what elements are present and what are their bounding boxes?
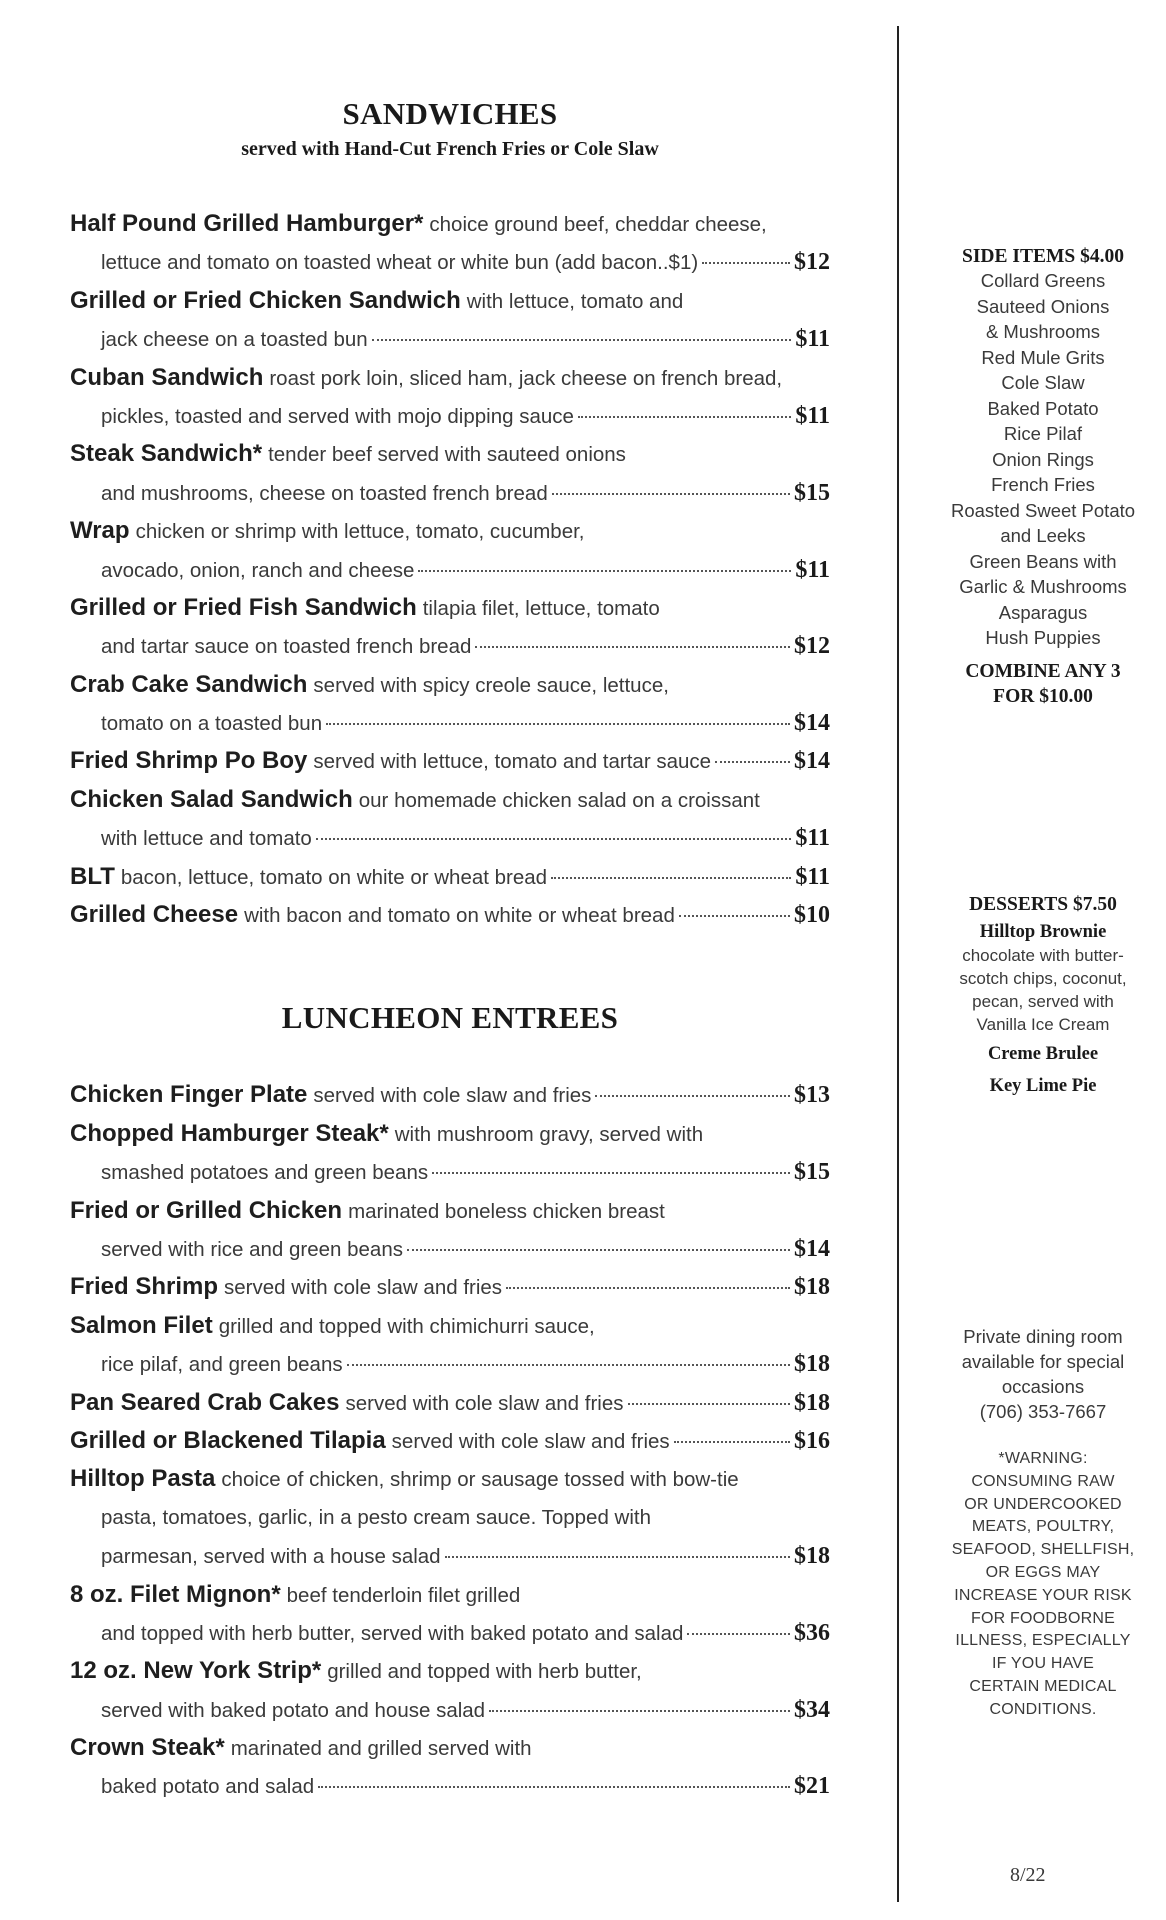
dot-leader	[578, 416, 791, 418]
menu-item-line	[70, 1499, 830, 1537]
combine-line-2: FOR $10.00	[993, 685, 1093, 707]
menu-item-line	[70, 1230, 830, 1268]
menu-item-line	[70, 512, 830, 550]
dessert-brownie-desc-line: scotch chips, coconut,	[959, 969, 1127, 988]
menu-item-description: bacon, lettuce, tomato on white or wheat bread	[120, 865, 548, 889]
menu-item-description: grilled and topped with herb butter,	[327, 1660, 642, 1684]
menu-item	[70, 858, 830, 896]
side-item: French Fries	[991, 474, 1095, 495]
menu-item-name: Half Pound Grilled Hamburger*	[70, 210, 424, 237]
dot-leader	[595, 1095, 790, 1097]
menu-item-line	[70, 1576, 830, 1614]
menu-item-description: served with spicy creole sauce, lettuce,	[313, 673, 669, 697]
menu-item-description: served with cole slaw and fries	[313, 1084, 592, 1108]
menu-item-line	[70, 742, 830, 780]
menu-item	[70, 1192, 830, 1269]
menu-item-name: Fried Shrimp Po Boy	[70, 747, 308, 775]
menu-item	[70, 282, 830, 359]
menu-item-description: pasta, tomatoes, garlic, in a pesto cream sauce. Topped with	[101, 1505, 652, 1529]
menu-item-line	[70, 1422, 830, 1460]
menu-item-description: tender beef served with sauteed onions	[268, 443, 626, 467]
menu-item-name: Grilled or Fried Fish Sandwich	[70, 593, 417, 621]
dot-leader	[326, 723, 790, 725]
menu-item-name: 8 oz. Filet Mignon*	[70, 1580, 281, 1608]
menu-item-line	[70, 320, 830, 358]
menu-item-line	[70, 896, 830, 934]
menu-item-name: Cuban Sandwich	[70, 363, 264, 391]
entrees-section	[70, 1000, 830, 1805]
dot-leader	[418, 570, 791, 572]
dot-leader	[687, 1633, 790, 1635]
dot-leader	[552, 493, 790, 495]
dessert-brownie: Hilltop Brownie	[979, 922, 1107, 942]
side-item: Hush Puppies	[985, 627, 1101, 648]
menu-item	[70, 589, 830, 666]
menu-item-line	[70, 551, 830, 589]
menu-item	[70, 1576, 830, 1653]
main-menu-column	[70, 96, 830, 1806]
side-item: Roasted Sweet Potato	[950, 499, 1136, 521]
menu-item-line	[70, 819, 830, 857]
menu-item-line	[70, 666, 830, 704]
side-item: Green Beans with	[969, 550, 1117, 572]
menu-item-price: $10	[794, 902, 830, 929]
menu-item-line	[70, 1384, 830, 1422]
warning-line: INCREASE YOUR RISK	[954, 1586, 1132, 1604]
menu-item-name: Crown Steak*	[70, 1734, 225, 1762]
menu-item-price: $34	[794, 1696, 830, 1723]
dot-leader	[316, 838, 791, 840]
menu-item-price: $11	[795, 863, 830, 890]
warning-line: FOR FOODBORNE	[971, 1609, 1115, 1627]
side-item: Red Mule Grits	[981, 346, 1105, 368]
menu-item-price: $12	[794, 249, 830, 276]
menu-item	[70, 1076, 830, 1114]
menu-item-price: $15	[794, 479, 830, 506]
menu-item-description: tomato on a toasted bun	[101, 712, 323, 736]
menu-item-description: choice ground beef, cheddar cheese,	[429, 213, 767, 236]
menu-item-description: marinated boneless chicken breast	[348, 1199, 665, 1223]
menu-item-line	[70, 359, 830, 397]
menu-item-description: served with cole slaw and fries	[224, 1276, 503, 1300]
menu-item-price: $18	[794, 1351, 830, 1378]
dessert-brownie-desc-line: chocolate with butter-	[962, 946, 1124, 965]
menu-item	[70, 359, 830, 436]
menu-item-description: beef tenderloin filet grilled	[286, 1583, 521, 1607]
menu-item-name: Wrap	[70, 517, 130, 545]
dessert-brownie-desc-line: Vanilla Ice Cream	[976, 1015, 1110, 1034]
private-dining-line: Private dining room	[963, 1326, 1123, 1347]
menu-item-line	[70, 1614, 830, 1652]
side-item: Garlic & Mushrooms	[959, 576, 1127, 597]
consumer-warning	[920, 1448, 1166, 1722]
menu-item-description: lettuce and tomato on toasted wheat or white bun (add bacon..$1)	[101, 251, 699, 275]
warning-line: MEATS, POULTRY,	[971, 1518, 1115, 1536]
menu-item-line	[70, 282, 830, 320]
menu-item	[70, 896, 830, 934]
menu-item-price: $11	[795, 825, 830, 852]
side-items-block	[920, 246, 1166, 709]
menu-item-name: Fried Shrimp	[70, 1273, 219, 1301]
menu-item-description: served with lettuce, tomato and tartar sauce	[313, 750, 712, 774]
side-item: Cole Slaw	[1001, 372, 1085, 393]
menu-item-description: with bacon and tomato on white or wheat bread	[244, 904, 675, 928]
menu-item-name: Grilled or Fried Chicken Sandwich	[70, 286, 461, 314]
dessert-key-lime-pie: Key Lime Pie	[989, 1076, 1097, 1096]
menu-item	[70, 742, 830, 780]
dot-leader	[551, 877, 791, 879]
private-dining-line: available for special	[961, 1351, 1125, 1372]
side-item: Asparagus	[998, 601, 1088, 623]
menu-item-name: Crab Cake Sandwich	[70, 670, 308, 698]
menu-date: 8/22	[1010, 1864, 1046, 1886]
warning-line: CONSUMING RAW	[971, 1472, 1115, 1490]
menu-item-price: $14	[794, 710, 830, 737]
dot-leader	[506, 1287, 790, 1289]
menu-item-name: Grilled Cheese	[70, 901, 239, 929]
menu-item-line	[70, 704, 830, 742]
warning-line: SEAFOOD, SHELLFISH,	[951, 1541, 1135, 1559]
menu-item-line	[70, 1307, 830, 1345]
menu-item-line	[70, 474, 830, 512]
menu-item-description: pickles, toasted and served with mojo dipping sauce	[101, 404, 574, 428]
menu-item-line	[70, 781, 830, 819]
menu-item-name: Steak Sandwich*	[70, 440, 263, 468]
side-items-list	[920, 268, 1166, 651]
dot-leader	[407, 1249, 790, 1251]
menu-item-price: $18	[794, 1543, 830, 1570]
menu-item-price: $13	[794, 1082, 830, 1109]
dot-leader	[628, 1403, 791, 1405]
menu-item-line	[70, 397, 830, 435]
combine-line-1: COMBINE ANY 3	[965, 660, 1121, 682]
menu-item-line	[70, 627, 830, 665]
dot-leader	[372, 339, 792, 341]
menu-item-name: Chicken Finger Plate	[70, 1081, 308, 1109]
menu-item-line	[70, 1537, 830, 1575]
menu-item-description: jack cheese on a toasted bun	[101, 328, 368, 352]
menu-item-line	[70, 1729, 830, 1767]
menu-item-price: $11	[795, 326, 830, 353]
dessert-brownie-desc-line: pecan, served with	[972, 992, 1114, 1011]
warning-line: OR UNDERCOOKED	[964, 1495, 1122, 1513]
side-item: Baked Potato	[987, 397, 1099, 419]
menu-item-price: $18	[794, 1389, 830, 1416]
menu-item-line	[70, 243, 830, 281]
side-column	[920, 0, 1166, 1920]
desserts-heading: DESSERTS $7.50	[969, 894, 1117, 915]
menu-item-description: marinated and grilled served with	[230, 1737, 532, 1761]
side-items-heading: SIDE ITEMS $4.00	[962, 246, 1124, 267]
side-item: & Mushrooms	[985, 321, 1101, 342]
menu-item	[70, 435, 830, 512]
menu-item-line	[70, 1115, 830, 1153]
menu-item-price: $16	[794, 1427, 830, 1454]
menu-item-line	[70, 205, 830, 243]
side-item: Rice Pilaf	[1003, 423, 1083, 444]
menu-item-description: smashed potatoes and green beans	[101, 1161, 429, 1185]
private-dining-note	[920, 1324, 1166, 1424]
menu-item	[70, 1115, 830, 1192]
menu-item-price: $36	[794, 1619, 830, 1646]
menu-item-name: Salmon Filet	[70, 1311, 213, 1339]
menu-item	[70, 1729, 830, 1806]
menu-item	[70, 1422, 830, 1460]
side-item: Sauteed Onions	[976, 295, 1110, 317]
menu-item-line	[70, 1345, 830, 1383]
menu-item-line	[70, 858, 830, 896]
phone-number: (706) 353-7667	[979, 1401, 1107, 1422]
side-item: Onion Rings	[992, 448, 1094, 470]
menu-item-line	[70, 1268, 830, 1306]
dot-leader	[445, 1556, 790, 1558]
menu-item-name: Chopped Hamburger Steak*	[70, 1119, 389, 1147]
menu-item-line	[70, 1192, 830, 1230]
menu-item-line	[70, 1691, 830, 1729]
menu-item-description: tilapia filet, lettuce, tomato	[422, 596, 660, 620]
menu-item-line	[70, 1767, 830, 1805]
warning-line: OR EGGS MAY	[985, 1563, 1101, 1581]
menu-item	[70, 205, 830, 282]
menu-item-name: BLT	[70, 862, 115, 890]
menu-item-description: with lettuce and tomato	[101, 827, 312, 851]
menu-item	[70, 1652, 830, 1729]
menu-item-price: $18	[794, 1274, 830, 1301]
menu-item-line	[70, 1460, 830, 1498]
sandwiches-title: SANDWICHES	[342, 96, 558, 131]
menu-item-description: served with cole slaw and fries	[345, 1391, 624, 1415]
dot-leader	[475, 646, 790, 648]
side-item: and Leeks	[1000, 525, 1086, 546]
private-dining-line: occasions	[1001, 1376, 1085, 1397]
menu-item-name: Chicken Salad Sandwich	[70, 785, 353, 813]
sandwiches-section	[70, 96, 830, 934]
menu-item-name: Fried or Grilled Chicken	[70, 1196, 343, 1224]
menu-item-description: and tartar sauce on toasted french bread	[101, 635, 472, 659]
menu-item-description: and topped with herb butter, served with baked potato and salad	[101, 1621, 684, 1645]
menu-item-line	[70, 1076, 830, 1114]
menu-item-description: avocado, onion, ranch and cheese	[101, 558, 415, 582]
menu-item-description: with mushroom gravy, served with	[394, 1122, 704, 1146]
menu-item-description: grilled and topped with chimichurri sauce,	[218, 1314, 595, 1338]
desserts-block	[920, 894, 1166, 1098]
warning-line: ILLNESS, ESPECIALLY	[955, 1632, 1131, 1650]
menu-item-line	[70, 589, 830, 627]
menu-item-price: $12	[794, 633, 830, 660]
menu-item-description: parmesan, served with a house salad	[101, 1545, 441, 1569]
sandwiches-subtitle: served with Hand-Cut French Fries or Cole Slaw	[241, 138, 659, 160]
menu-item-description: and mushrooms, cheese on toasted french bread	[101, 481, 548, 505]
combine-offer	[920, 659, 1166, 709]
menu-item	[70, 1268, 830, 1306]
dot-leader	[679, 915, 790, 917]
menu-item	[70, 781, 830, 858]
dot-leader	[674, 1441, 790, 1443]
menu-item-description: served with baked potato and house salad	[101, 1698, 486, 1722]
dessert-creme-brulee: Creme Brulee	[987, 1044, 1099, 1064]
menu-item-description: choice of chicken, shrimp or sausage tossed with bow-tie	[221, 1468, 739, 1492]
menu-item-price: $15	[794, 1159, 830, 1186]
dot-leader	[432, 1172, 790, 1174]
warning-line: *WARNING:	[998, 1450, 1088, 1467]
warning-line: CONDITIONS.	[989, 1700, 1097, 1718]
menu-item-description: roast pork loin, sliced ham, jack cheese on french bread,	[269, 366, 783, 390]
warning-line: IF YOU HAVE	[991, 1655, 1095, 1673]
menu-item-price: $11	[795, 402, 830, 429]
dot-leader	[702, 262, 790, 264]
menu-item-description: baked potato and salad	[101, 1775, 315, 1799]
dot-leader	[347, 1364, 790, 1366]
menu-item-name: Pan Seared Crab Cakes	[70, 1388, 340, 1416]
dot-leader	[489, 1710, 790, 1712]
entrees-list	[70, 1076, 830, 1805]
menu-item-line	[70, 435, 830, 473]
menu-item-name: Grilled or Blackened Tilapia	[70, 1426, 386, 1454]
column-divider	[897, 26, 899, 1902]
entrees-title: LUNCHEON ENTREES	[281, 1000, 619, 1036]
dot-leader	[715, 761, 790, 763]
menu-item-line	[70, 1153, 830, 1191]
menu-item-name: Hilltop Pasta	[70, 1465, 216, 1493]
menu-item-description: served with cole slaw and fries	[391, 1429, 670, 1453]
menu-item-description: rice pilaf, and green beans	[101, 1353, 343, 1377]
menu-item-line	[70, 1652, 830, 1690]
menu-item-price: $14	[794, 748, 830, 775]
sandwiches-list	[70, 205, 830, 934]
menu-item-price: $14	[794, 1235, 830, 1262]
menu-item-price: $11	[795, 556, 830, 583]
menu-item	[70, 1384, 830, 1422]
menu-item	[70, 1460, 830, 1575]
menu-item-description: chicken or shrimp with lettuce, tomato, cucumber,	[135, 520, 585, 544]
menu-item-description: with lettuce, tomato and	[466, 289, 684, 313]
menu-item	[70, 512, 830, 589]
menu-item-description: our homemade chicken salad on a croissant	[358, 788, 760, 812]
dot-leader	[318, 1786, 790, 1788]
warning-line: CERTAIN MEDICAL	[969, 1677, 1117, 1695]
menu-item	[70, 1307, 830, 1384]
menu-item-name: 12 oz. New York Strip*	[70, 1657, 322, 1685]
menu-item-price: $21	[794, 1773, 830, 1800]
side-item: Collard Greens	[980, 270, 1106, 291]
menu-item	[70, 666, 830, 743]
menu-item-description: served with rice and green beans	[101, 1237, 403, 1261]
